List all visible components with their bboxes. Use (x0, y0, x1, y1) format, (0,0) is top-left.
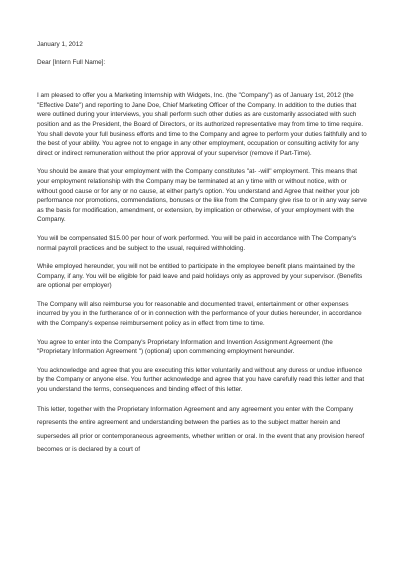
letter-salutation: Dear [Intern Full Name]: (37, 58, 106, 66)
paragraph-compensation: You will be compensated $15.00 per hour of work performed. You will be paid in accordance with The Company's normal payroll practices and be subject to the usual, required withholding. (37, 234, 357, 252)
paragraph-at-will-employment: You should be aware that your employment with the Company constitutes "at- -will" employment. This means that your employment relationship with the Company may be terminated at an y time with or without notice, with or without good cause or for any or no cause, at either party's option. You understand and Agree that neither your job performance nor promotions, commendations, bonuses or the like from the Company give rise to or in any way serve as the basis for modification, amendment, or extension, by implication or otherwise, of your employment with the Company. (37, 168, 367, 224)
paragraph-proprietary-information: You agree to enter into the Company's Proprietary Information and Invention Assignment Agreement (the "Proprietary Information Agreement ") (optional) upon commencing employment hereunder. (37, 338, 333, 356)
paragraph-entire-agreement: This letter, together with the Proprietary Information Agreement and any agreement you enter with the Company represents the entire agreement and understanding between the parties as to the subject matter herein and supersedes all prior or contemporaneous agreements, whether written or oral. In the event that any provision hereof becomes or is declared by a court of (37, 405, 365, 454)
paragraph-position-duties: I am pleased to offer you a Marketing Internship with Widgets, Inc. (the "Company") as of January 1st, 2012 (the "Effective Date") and reporting to Jane Doe, Chief Marketing Officer of the Company. In addition to the duties that were outlined during your interviews, you shall perform such other duties as are customarily associated with such position and as the President, the Board of Directors, or its authorized representative may from time to time require. You shall devote your full business efforts and time to the Company and agree to perform your duties faithfully and to the best of your ability. You agree not to engage in any other employment, occupation or consulting activity for any direct or indirect remuneration without the prior approval of your supervisor (remove if Part-Time). (37, 92, 367, 157)
paragraph-acknowledgement: You acknowledge and agree that you are executing this letter voluntarily and without any duress or undue influence by the Company or anyone else. You further acknowledge and agree that you have carefully read this letter and that you understand the terms, consequences and binding effect of this letter. (37, 366, 365, 394)
paragraph-expense-reimbursement: The Company will also reimburse you for reasonable and documented travel, entertainment or other expenses incurred by you in the furtherance of or in connection with the performance of your duties hereunder, in accordance with the Company's expense reimbursement policy as in effect from time to time. (37, 300, 362, 328)
offer-letter (37, 40, 367, 457)
paragraph-benefits: While employed hereunder, you will not be entitled to participate in the employee benefit plans maintained by the Company, if any. You will be eligible for paid leave and paid holidays only as approved by your supervisor. (Benefits are optional per employer) (37, 263, 363, 290)
letter-date: January 1, 2012 (37, 41, 83, 48)
